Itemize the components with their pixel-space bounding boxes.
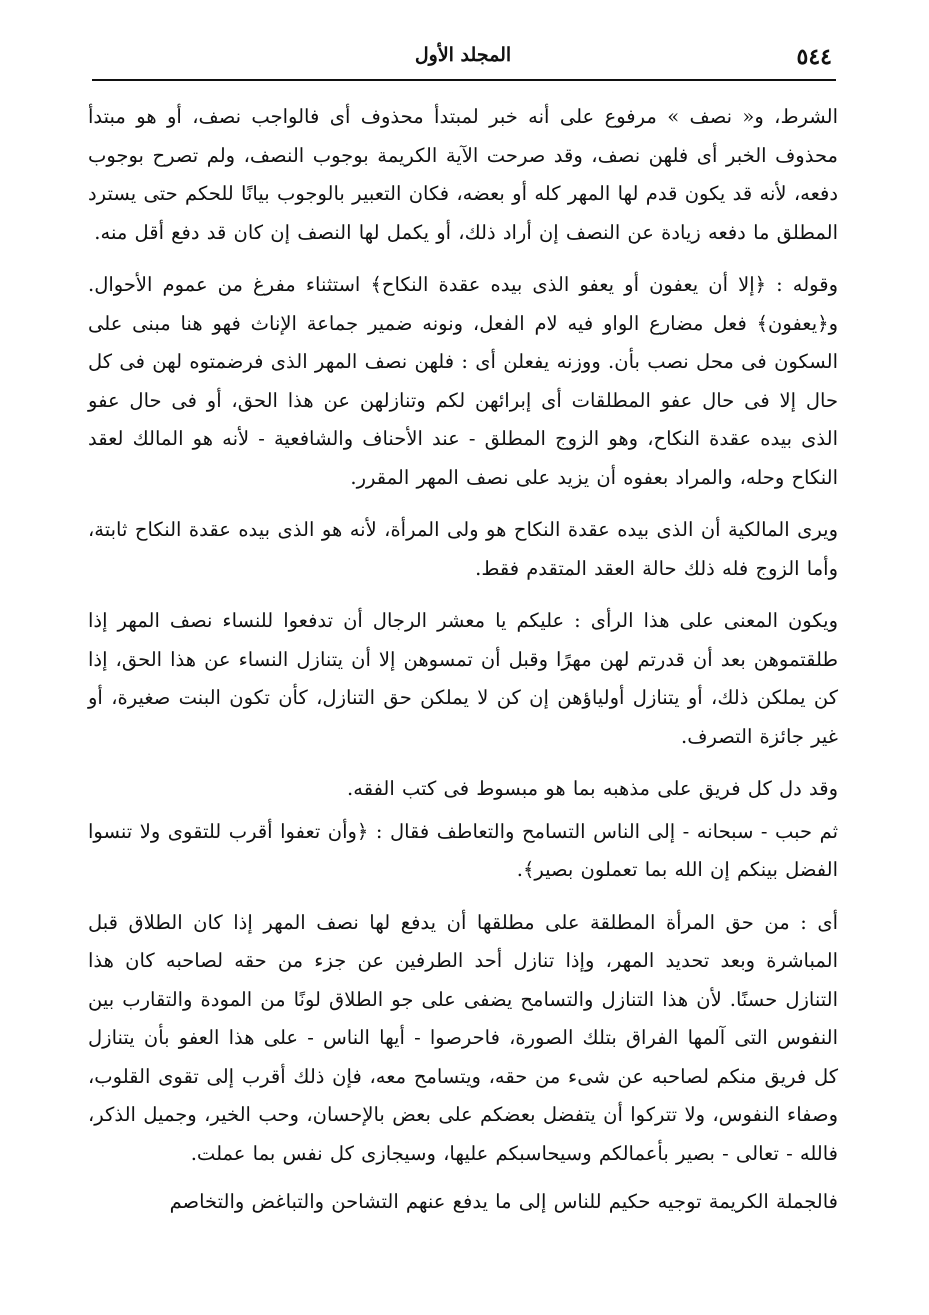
paragraph-3: ويرى المالكية أن الذى بيده عقدة النكاح هو ولى المرأة، لأنه هو الذى بيده عقدة النكاح ثابتة، وأما الزوج فله ذلك حالة العقد المتقدم فقط. bbox=[88, 518, 838, 580]
paragraph-7: أى : من حق المرأة المطلقة على مطلقها أن يدفع لها نصف المهر إذا كان الطلاق قبل المباشرة وبعد تحديد المهر، وإذا تنازل أحد الطرفين عن جزء من حقه لصاحبه كان هذا التنازل حسنًا. لأن هذا التنازل والتسامح يضفى على جو الطلاق لونًا من المودة والتقارب بين النفوس التى آلمها الفراق بتلك الصورة، فاحرصوا - أيها الناس - على هذا العفو بأن يتنازل كل فريق منكم لصاحبه عن شىء من حقه، ويتسامح معه، فإن ذلك أقرب إلى تقوى القلوب، وصفاء النفوس، ولا تتركوا أن يتفضل بعضكم على بعض بالإحسان، وحب الخير، وجميل الذكر، فالله - تعالى - بصير بأعمالكم وسيحاسبكم عليها، وسيجازى كل نفس بما عملت. bbox=[88, 910, 839, 1165]
paragraph-4: ويكون المعنى على هذا الرأى : عليكم يا معشر الرجال أن تدفعوا للنساء نصف المهر إذا طلقتموهن بعد أن قدرتم لهن مهرًا وقبل أن تمسوهن إلا أن يتنازل النساء عن هذا الحق، إذا كن يملكن ذلك، أو يتنازل أولياؤهن إن كن لا يملكن حق التنازل، كأن تكون البنت صغيرة، أو غير جائزة التصرف. bbox=[88, 609, 838, 748]
header-rule bbox=[92, 79, 836, 81]
paragraph-6: ثم حبب - سبحانه - إلى الناس التسامح والتعاطف فقال : ﴿وأن تعفوا أقرب للتقوى ولا تنسوا الفضل بينكم إن الله بما تعملون بصير﴾. bbox=[88, 819, 838, 881]
running-title: المجلد الأول bbox=[414, 44, 512, 66]
paragraph-8: فالجملة الكريمة توجيه حكيم للناس إلى ما يدفع عنهم التشاحن والتباغض والتخاصم bbox=[169, 1190, 838, 1213]
paragraph-5: وقد دل كل فريق على مذهبه بما هو مبسوط فى كتب الفقه. bbox=[347, 777, 838, 800]
page-number: ٥٤٤ bbox=[796, 44, 832, 70]
page-body bbox=[88, 98, 838, 1222]
paragraph-1: الشرط، و« نصف » مرفوع على أنه خبر لمبتدأ محذوف أى فالواجب نصف، أو هو مبتدأ محذوف الخبر أى فلهن نصف، وقد صرحت الآية الكريمة بوجوب النصف، ولم تصرح بوجوب دفعه، لأنه قد يكون قدم لها المهر كله أو بعضه، فكان التعبير بالوجوب بيانًا للحكم حتى يسترد المطلق ما دفعه زيادة عن النصف إن أراد ذلك، أو يكمل لها النصف إن كان قد دفع أقل منه. bbox=[88, 105, 838, 244]
paragraph-2: وقوله : ﴿إلا أن يعفون أو يعفو الذى بيده عقدة النكاح﴾ استثناء مفرغ من عموم الأحوال. و﴿يعفون﴾ فعل مضارع الواو فيه لام الفعل، ونونه ضمير جماعة الإناث فهو هنا مبنى على السكون فى محل نصب بأن. ووزنه يفعلن أى : فلهن نصف المهر الذى فرضمتوه لهن فى كل حال إلا فى حال عفو المطلقات أى إبرائهن لكم وتنازلهن عن هذا الحق، أو فى حال عفو الذى بيده عقدة النكاح، وهو الزوج المطلق - عند الأحناف والشافعية - لأنه هو المالك لعقد النكاح وحله، والمراد بعفوه أن يزيد على نصف المهر المقرر. bbox=[88, 273, 838, 489]
page-header bbox=[92, 40, 834, 76]
